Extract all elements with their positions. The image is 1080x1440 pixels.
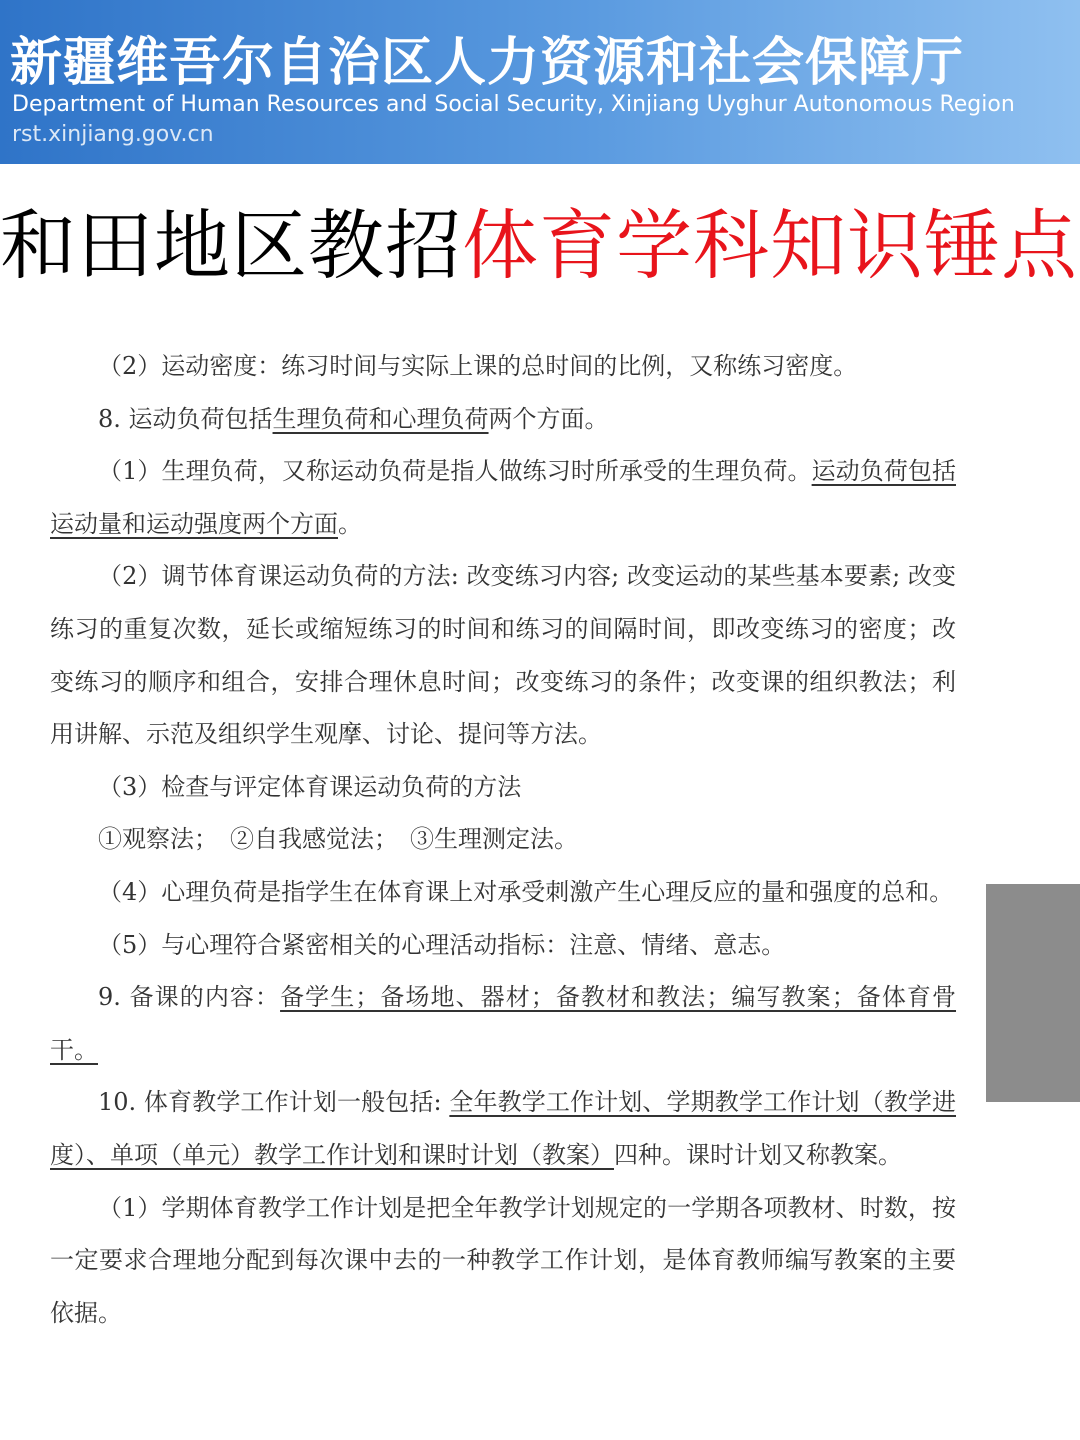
paragraph-item-10 [50,1076,956,1181]
scroll-indicator[interactable] [986,884,1080,1102]
paragraph-psych-indicators: （5）与心理符合紧密相关的心理活动指标：注意、情绪、意志。 [98,930,786,959]
text-segment: （1）生理负荷，又称运动负荷是指人做练习时所承受的生理负荷。 [98,457,812,486]
paragraph-psychological-load: （4）心理负荷是指学生在体育课上对承受刺激产生心理反应的量和强度的总和。 [98,877,954,906]
text-segment: 9. 备课的内容： [98,983,281,1012]
paragraph-item-8 [50,393,956,446]
banner-title-en: Department of Human Resources and Social Security, Xinjiang Uyghur Autonomous Region [12,92,1015,117]
paragraph-semester-plan: （1）学期体育教学工作计划是把全年教学计划规定的一学期各项教材、时数，按一定要求合理地分配到每次课中去的一种教学工作计划，是体育教师编写教案的主要依据。 [50,1193,956,1327]
paragraph-load-adjustment: （2）调节体育课运动负荷的方法: 改变练习内容; 改变运动的某些基本要素; 改变练习的重复次数，延长或缩短练习的时间和练习的间隔时间，即改变练习的密度；改变练习的顺序和组合，安排合理休息时间；改变练习的条件；改变课的组织教法；利用讲解、示范及组织学生观摩、讨论、提问等方法。 [50,562,956,749]
text-segment: 两个方面。 [488,404,609,433]
headline-part-2: 体育学科知识锤点 [462,201,1078,290]
underlined-key-point: 生理负荷和心理负荷 [272,404,489,433]
paragraph-physiological-load [50,445,956,550]
paragraph-load-evaluation: （3）检查与评定体育课运动负荷的方法 [98,772,522,801]
underlined-key-point: 备学生；备场地、器材；备教材和教法；编写教案；备体育骨干。 [50,983,957,1064]
document-body [50,340,956,1339]
text-segment: 10. 体育教学工作计划一般包括: [98,1088,450,1117]
banner-url: rst.xinjiang.gov.cn [12,122,214,147]
headline-part-1: 和田地区教招 [0,201,462,290]
paragraph-item-9 [50,971,956,1076]
underlined-key-point: 全年教学工作计划、学期教学工作计划（教学进度）、单项（单元）教学工作计划和课时计划（教案） [50,1088,956,1169]
paragraph-evaluation-methods: ①观察法； ②自我感觉法； ③生理测定法。 [98,825,578,854]
text-segment: 。 [338,509,362,538]
paragraph-exercise-density: （2）运动密度：练习时间与实际上课的总时间的比例，又称练习密度。 [98,352,858,380]
text-segment: 8. 运动负荷包括 [98,404,273,433]
site-banner [0,0,1080,164]
page-headline [0,196,1080,296]
underlined-key-point: 运动负荷包括运动量和运动强度两个方面 [50,457,956,538]
text-segment: 四种。课时计划又称教案。 [614,1140,902,1169]
banner-title-cn: 新疆维吾尔自治区人力资源和社会保障厅 [10,33,965,93]
